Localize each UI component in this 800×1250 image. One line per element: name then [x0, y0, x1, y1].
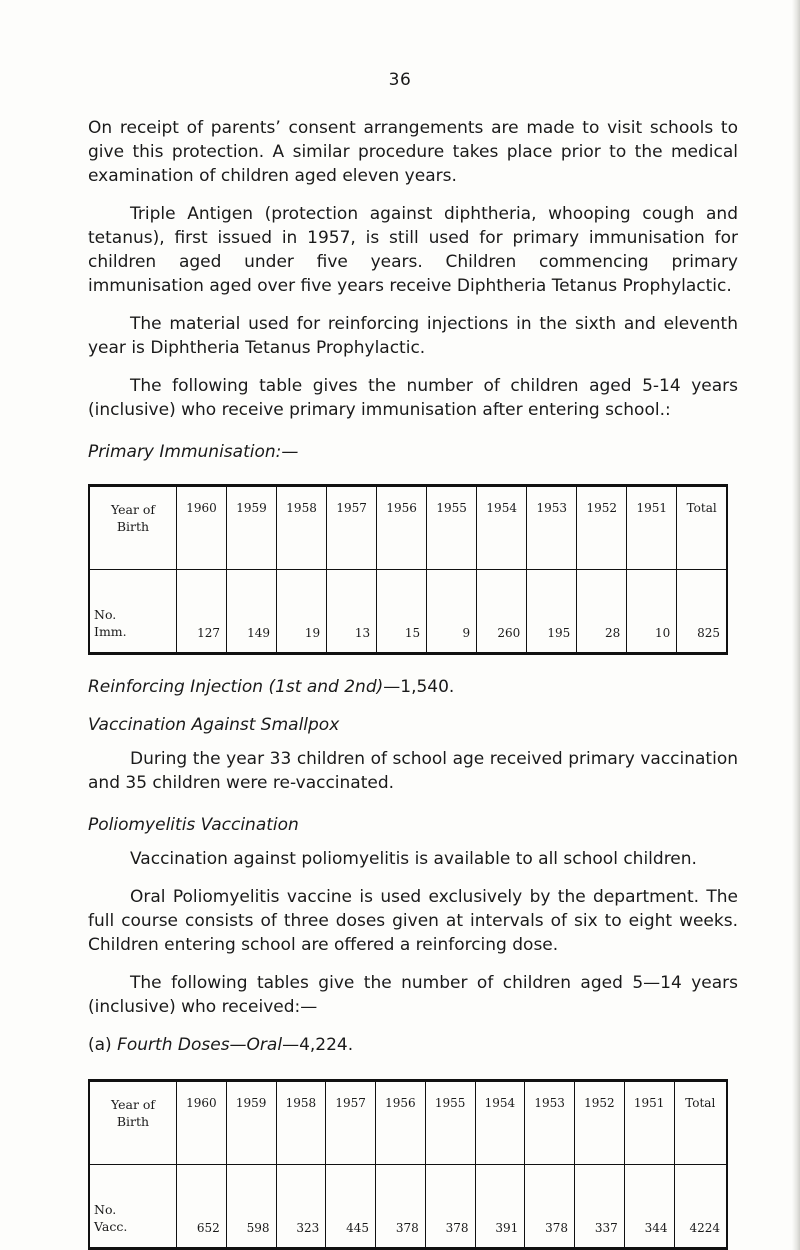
value-cell: 9: [427, 570, 477, 654]
value-cell: 15: [377, 570, 427, 654]
value-cell: 13: [327, 570, 377, 654]
year-cell: 1951: [624, 1081, 674, 1165]
year-cell: 1952: [577, 486, 627, 570]
value-cell: 344: [624, 1165, 674, 1249]
section-heading-smallpox: Vaccination Against Smallpox: [88, 715, 340, 735]
year-cell: 1954: [477, 486, 527, 570]
row-label-no-imm: No. Imm.: [89, 570, 177, 654]
year-cell: 1960: [177, 486, 227, 570]
page-number: 36: [388, 70, 412, 90]
year-cell: 1959: [226, 1081, 276, 1165]
year-cell: 1954: [475, 1081, 525, 1165]
paragraph: The material used for reinforcing injections in the sixth and eleventh year is Diphtheria Tetanus Prophylactic.: [88, 314, 738, 358]
year-cell: 1958: [276, 1081, 326, 1165]
fourth-doses-prefix: (a): [88, 1035, 118, 1055]
total-value-cell: 825: [677, 570, 727, 654]
year-cell: 1957: [327, 486, 377, 570]
row-label-year-of-birth: Year of Birth: [89, 486, 177, 570]
page-edge: [792, 0, 800, 1250]
value-cell: 391: [475, 1165, 525, 1249]
paragraph: On receipt of parents’ consent arrangements are made to visit schools to give this protection. A similar procedure takes place prior to the medical examination of children aged eleven years.: [88, 118, 738, 186]
value-cell: 28: [577, 570, 627, 654]
value-cell: 652: [177, 1165, 227, 1249]
value-cell: 337: [575, 1165, 625, 1249]
section-heading-primary-immunisation: Primary Immunisation:—: [88, 442, 299, 462]
paragraph: During the year 33 children of school age received primary vaccination and 35 children were re-vaccinated.: [88, 749, 738, 793]
year-cell: 1955: [427, 486, 477, 570]
year-cell: 1957: [326, 1081, 376, 1165]
row-label-no-vacc: No. Vacc.: [89, 1165, 177, 1249]
fourth-doses-value: —4,224.: [282, 1035, 354, 1055]
fourth-doses-table: [88, 1079, 728, 1250]
year-cell: 1959: [227, 486, 277, 570]
value-cell: 149: [227, 570, 277, 654]
value-cell: 260: [477, 570, 527, 654]
total-header-cell: Total: [677, 486, 727, 570]
year-cell: 1956: [377, 486, 427, 570]
fourth-doses-line: [88, 1033, 738, 1057]
year-cell: 1956: [376, 1081, 426, 1165]
value-cell: 445: [326, 1165, 376, 1249]
value-cell: 127: [177, 570, 227, 654]
value-cell: 378: [425, 1165, 475, 1249]
value-cell: 19: [277, 570, 327, 654]
year-cell: 1951: [627, 486, 677, 570]
primary-immunisation-table: [88, 484, 728, 655]
value-cell: 598: [226, 1165, 276, 1249]
year-cell: 1955: [425, 1081, 475, 1165]
year-cell: 1953: [527, 486, 577, 570]
table-row: [89, 570, 727, 654]
reinforcing-injection-heading: Reinforcing Injection (1st and 2nd): [88, 677, 384, 697]
paragraph: Vaccination against poliomyelitis is available to all school children.: [130, 849, 697, 869]
reinforcing-injection-line: [88, 675, 738, 699]
paragraph: The following tables give the number of children aged 5—14 years (inclusive) who received:—: [88, 973, 738, 1017]
paragraph: Oral Poliomyelitis vaccine is used exclusively by the department. The full course consists of three doses given at intervals of six to eight weeks. Children entering school are offered a reinforcing dose.: [88, 887, 738, 955]
year-cell: 1952: [575, 1081, 625, 1165]
value-cell: 323: [276, 1165, 326, 1249]
total-value-cell: 4224: [674, 1165, 727, 1249]
year-cell: 1953: [525, 1081, 575, 1165]
section-heading-polio: Poliomyelitis Vaccination: [88, 815, 299, 835]
year-cell: 1958: [277, 486, 327, 570]
fourth-doses-heading: Fourth Doses—Oral: [117, 1035, 283, 1055]
value-cell: 10: [627, 570, 677, 654]
value-cell: 378: [376, 1165, 426, 1249]
paragraph: The following table gives the number of children aged 5-14 years (inclusive) who receive primary immunisation after entering school.:: [88, 376, 738, 420]
page-body: [88, 116, 738, 1250]
table-header-row: [89, 486, 727, 570]
total-header-cell: Total: [674, 1081, 727, 1165]
value-cell: 378: [525, 1165, 575, 1249]
paragraph: Triple Antigen (protection against diphtheria, whooping cough and tetanus), first issued in 1957, is still used for primary immunisation for children aged under five years. Children commencing primary immunisation aged over five years receive Diphtheria Tetanus Prophylactic.: [88, 204, 738, 296]
row-label-year-of-birth: Year of Birth: [89, 1081, 177, 1165]
table-header-row: [89, 1081, 727, 1165]
value-cell: 195: [527, 570, 577, 654]
reinforcing-injection-value: —1,540.: [383, 677, 455, 697]
table-row: [89, 1165, 727, 1249]
year-cell: 1960: [177, 1081, 227, 1165]
